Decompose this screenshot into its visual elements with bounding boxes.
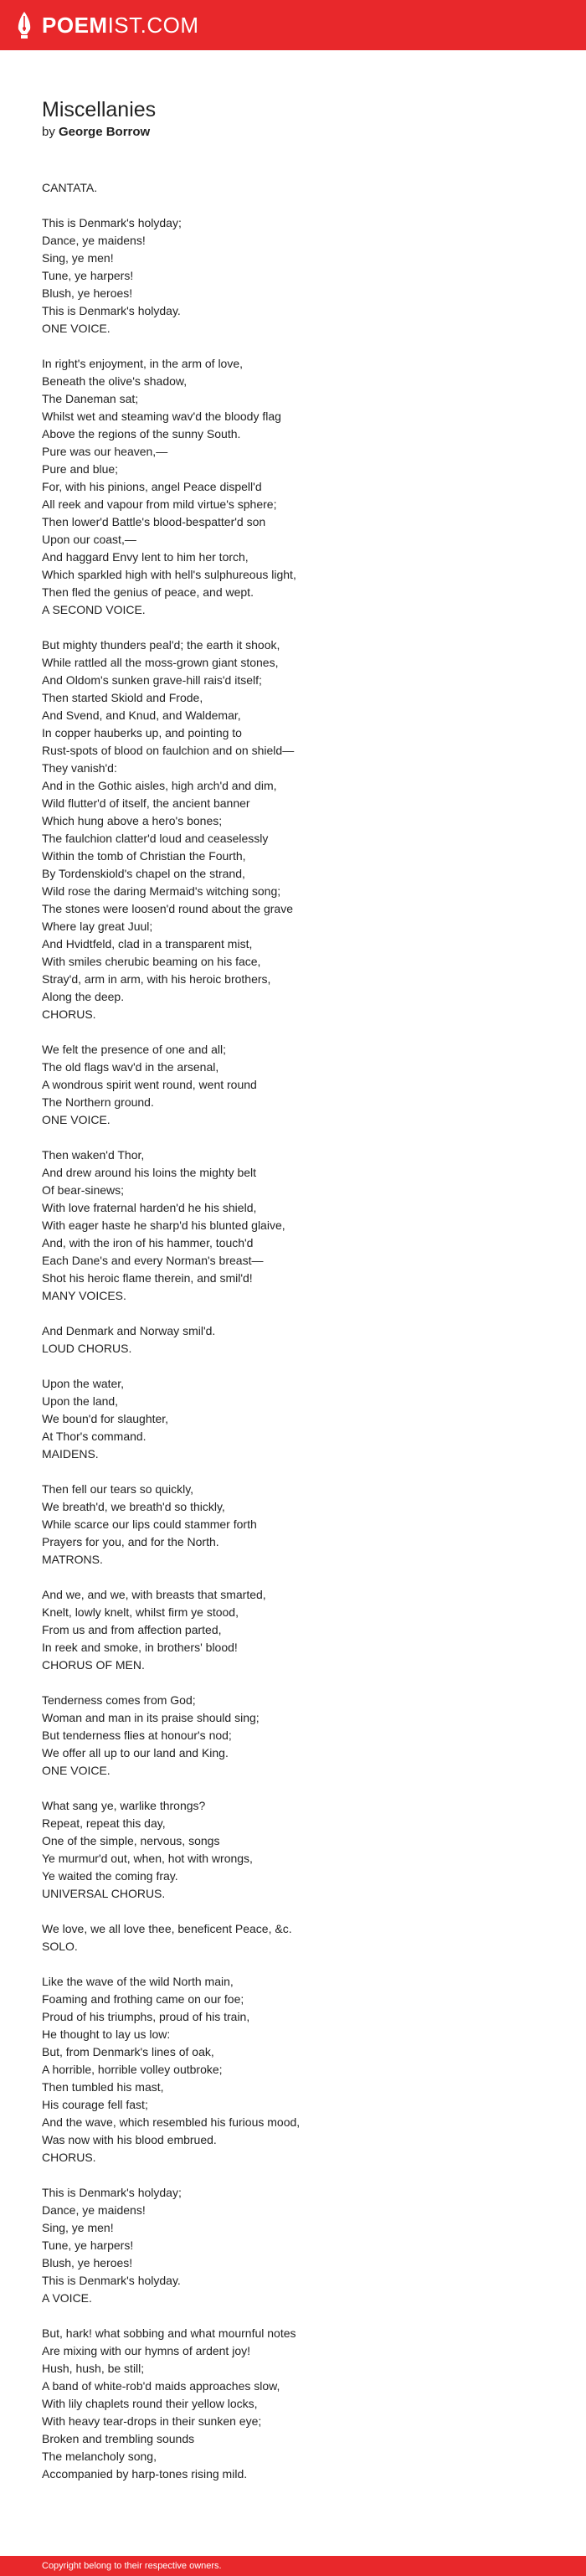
poem-line: With lily chaplets round their yellow locks,: [42, 2397, 258, 2410]
poem-line: Woman and man in its praise should sing;: [42, 1711, 260, 1724]
poem-line: UNIVERSAL CHORUS.: [42, 1887, 166, 1900]
poem-line: Tenderness comes from God;: [42, 1693, 196, 1707]
poem-line: ONE VOICE.: [42, 1113, 111, 1126]
poem-line: CHORUS.: [42, 1007, 96, 1021]
poem-stanza: [42, 1322, 544, 1358]
poem-line: Ye murmur'd out, when, hot with wrongs,: [42, 1852, 253, 1865]
poem-line: MAIDENS.: [42, 1447, 99, 1461]
poem-line: And Denmark and Norway smil'd.: [42, 1324, 216, 1337]
poem-line: Ye waited the coming fray.: [42, 1869, 178, 1883]
poem-line: Where lay great Juul;: [42, 920, 153, 933]
poem-title: Miscellanies: [42, 98, 157, 121]
poem-line: What sang ye, warlike throngs?: [42, 1799, 206, 1812]
poem-line: A band of white-rob'd maids approaches slow,: [42, 2379, 280, 2393]
poem-stanza: [42, 1375, 544, 1463]
poem-line: We felt the presence of one and all;: [42, 1043, 226, 1056]
poem-line: Wild rose the daring Mermaid's witching song;: [42, 884, 281, 898]
poem-line: MANY VOICES.: [42, 1289, 126, 1302]
poem-stanza: [42, 214, 544, 337]
poem-content: [42, 97, 544, 2501]
poem-stanza: [42, 1586, 544, 1674]
poem-line: With eager haste he sharp'd his blunted glaive,: [42, 1218, 285, 1232]
poem-line: Shot his heroic flame therein, and smil'd!: [42, 1271, 253, 1285]
poem-line: At Thor's command.: [42, 1430, 146, 1443]
poem-line: Proud of his triumphs, proud of his train,: [42, 2010, 250, 2023]
poem-line: Then started Skiold and Frode,: [42, 691, 203, 704]
poem-line: Dance, ye maidens!: [42, 2203, 146, 2217]
poem-line: And drew around his loins the mighty belt: [42, 1166, 257, 1179]
poem-line: A SECOND VOICE.: [42, 603, 146, 616]
poem-stanza: [42, 2325, 544, 2483]
logo-text-light: IST.COM: [107, 13, 199, 38]
poem-line: His courage fell fast;: [42, 2098, 148, 2111]
poem-stanza: [42, 179, 544, 197]
poem-stanza: [42, 1041, 544, 1129]
footer-copyright: Copyright belong to their respective owners.: [42, 2561, 222, 2571]
poem-line: The old flags wav'd in the arsenal,: [42, 1060, 219, 1074]
poem-line: Upon our coast,—: [42, 533, 136, 546]
poem-line: Stray'd, arm in arm, with his heroic brothers,: [42, 972, 271, 986]
poem-line: Repeat, repeat this day,: [42, 1816, 166, 1830]
poem-stanza: [42, 1481, 544, 1569]
poem-line: Blush, ye heroes!: [42, 286, 133, 300]
poem-line: We breath'd, we breath'd so thickly,: [42, 1500, 225, 1513]
poem-line: Then fled the genius of peace, and wept.: [42, 585, 254, 599]
poem-line: We offer all up to our land and King.: [42, 1746, 229, 1759]
poem-line: Along the deep.: [42, 990, 125, 1003]
poem-line: While rattled all the moss-grown giant stones,: [42, 656, 279, 669]
poem-line: For, with his pinions, angel Peace dispell'd: [42, 480, 262, 493]
poem-line: And haggard Envy lent to him her torch,: [42, 550, 249, 564]
poem-line: Accompanied by harp-tones rising mild.: [42, 2467, 248, 2481]
poem-stanza: [42, 2184, 544, 2307]
poem-line: MATRONS.: [42, 1553, 103, 1566]
poem-line: SOLO.: [42, 1940, 78, 1953]
poem-line: From us and from affection parted,: [42, 1623, 222, 1636]
poem-line: While scarce our lips could stammer forth: [42, 1517, 257, 1531]
poem-line: Then tumbled his mast,: [42, 2080, 164, 2094]
poem-line: Was now with his blood embrued.: [42, 2133, 217, 2146]
poem-line: Broken and trembling sounds: [42, 2432, 195, 2445]
poem-line: Upon the land,: [42, 1394, 119, 1408]
poem-line: Tune, ye harpers!: [42, 269, 134, 282]
poem-line: Pure was our heaven,—: [42, 445, 168, 458]
poem-line: With love fraternal harden'd he his shield,: [42, 1201, 257, 1214]
poem-stanza: [42, 355, 544, 619]
quill-pen-icon: [15, 11, 33, 39]
poem-line: Upon the water,: [42, 1377, 125, 1390]
poem-line: The melancholy song,: [42, 2450, 157, 2463]
poem-line: And we, and we, with breasts that smarted,: [42, 1588, 266, 1601]
poem-line: Then fell our tears so quickly,: [42, 1482, 194, 1496]
poem-line: Within the tomb of Christian the Fourth,: [42, 849, 246, 863]
poem-stanza: [42, 1797, 544, 1903]
poem-line: Beneath the olive's shadow,: [42, 374, 188, 388]
poem-line: This is Denmark's holyday;: [42, 216, 182, 229]
poem-line: He thought to lay us low:: [42, 2027, 171, 2041]
poem-line: Like the wave of the wild North main,: [42, 1975, 234, 1988]
poem-line: A horrible, horrible volley outbroke;: [42, 2063, 223, 2076]
poem-line: Rust-spots of blood on faulchion and on shield—: [42, 744, 295, 757]
poem-stanza: [42, 1692, 544, 1780]
site-header: [0, 0, 586, 50]
poem-line: But, from Denmark's lines of oak,: [42, 2045, 214, 2058]
poem-line: But, hark! what sobbing and what mournful notes: [42, 2326, 296, 2340]
poem-line: And Oldom's sunken grave-hill rais'd itself;: [42, 673, 262, 687]
poem-line: ONE VOICE.: [42, 1764, 111, 1777]
poem-line: Sing, ye men!: [42, 251, 114, 265]
poem-author-link[interactable]: George Borrow: [59, 125, 151, 139]
poem-line: LOUD CHORUS.: [42, 1342, 132, 1355]
poem-stanza: [42, 1973, 544, 2166]
poem-line: Knelt, lowly knelt, whilst firm ye stood,: [42, 1605, 239, 1619]
poem-line: In reek and smoke, in brothers' blood!: [42, 1641, 238, 1654]
poem-line: The faulchion clatter'd loud and ceaselessly: [42, 832, 269, 845]
poem-line: Then lower'd Battle's blood-bespatter'd son: [42, 515, 266, 528]
poem-line: With heavy tear-drops in their sunken eye;: [42, 2414, 262, 2428]
poem-line: Pure and blue;: [42, 462, 119, 476]
poem-line: Above the regions of the sunny South.: [42, 427, 241, 440]
poem-line: The stones were loosen'd round about the grave: [42, 902, 293, 915]
poem-line: Are mixing with our hymns of ardent joy!: [42, 2344, 250, 2357]
site-logo[interactable]: [15, 11, 199, 39]
poem-line: With smiles cherubic beaming on his face,: [42, 955, 261, 968]
logo-text: [42, 14, 199, 36]
poem-line: This is Denmark's holyday;: [42, 2186, 182, 2199]
poem-line: Which hung above a hero's bones;: [42, 814, 223, 827]
poem-line: Each Dane's and every Norman's breast—: [42, 1254, 264, 1267]
poem-line: But tenderness flies at honour's nod;: [42, 1728, 232, 1742]
poem-line: We boun'd for slaughter,: [42, 1412, 169, 1425]
poem-line: Wild flutter'd of itself, the ancient banner: [42, 796, 250, 810]
poem-line: Blush, ye heroes!: [42, 2256, 133, 2269]
poem-line: And in the Gothic aisles, high arch'd and dim,: [42, 779, 277, 792]
poem-line: And Svend, and Knud, and Waldemar,: [42, 708, 241, 722]
poem-byline: [42, 124, 544, 141]
poem-line: CHORUS OF MEN.: [42, 1658, 145, 1672]
poem-stanza: [42, 1920, 544, 1955]
poem-line: This is Denmark's holyday.: [42, 2274, 181, 2287]
poem-line: ONE VOICE.: [42, 322, 111, 335]
poem-line: CHORUS.: [42, 2151, 96, 2164]
logo-text-bold: POEM: [42, 13, 108, 38]
poem-line: In right's enjoyment, in the arm of love,: [42, 357, 244, 370]
poem-line: Tune, ye harpers!: [42, 2239, 134, 2252]
poem-line: And Hvidtfeld, clad in a transparent mist,: [42, 937, 253, 951]
poem-body: [42, 179, 544, 2483]
poem-line: Whilst wet and steaming wav'd the bloody flag: [42, 410, 281, 423]
poem-line: And, with the iron of his hammer, touch'd: [42, 1236, 254, 1249]
poem-line: A VOICE.: [42, 2291, 92, 2305]
poem-line: Prayers for you, and for the North.: [42, 1535, 219, 1548]
poem-line: And the wave, which resembled his furious mood,: [42, 2115, 301, 2129]
poem-line: The Northern ground.: [42, 1095, 154, 1109]
poem-line: By Tordenskiold's chapel on the strand,: [42, 867, 245, 880]
poem-line: A wondrous spirit went round, went round: [42, 1078, 257, 1091]
poem-line: In copper hauberks up, and pointing to: [42, 726, 242, 739]
poem-stanza: [42, 1146, 544, 1305]
site-footer: [0, 2556, 586, 2576]
poem-line: They vanish'd:: [42, 761, 117, 775]
poem-line: One of the simple, nervous, songs: [42, 1834, 220, 1847]
poem-line: Foaming and frothing came on our foe;: [42, 1992, 244, 2006]
poem-line: Of bear-sinews;: [42, 1183, 125, 1197]
poem-line: Then waken'd Thor,: [42, 1148, 145, 1162]
poem-line: We love, we all love thee, beneficent Peace, &c.: [42, 1922, 292, 1935]
poem-line: The Daneman sat;: [42, 392, 139, 405]
poem-stanza: [42, 636, 544, 1023]
poem-line: This is Denmark's holyday.: [42, 304, 181, 317]
byline-prefix: by: [42, 125, 55, 139]
poem-line: Sing, ye men!: [42, 2221, 114, 2234]
poem-line: Dance, ye maidens!: [42, 234, 146, 247]
poem-line: All reek and vapour from mild virtue's sphere;: [42, 497, 277, 511]
poem-line: CANTATA.: [42, 181, 98, 194]
poem-line: Which sparkled high with hell's sulphureous light,: [42, 568, 296, 581]
poem-line: But mighty thunders peal'd; the earth it shook,: [42, 638, 280, 652]
poem-line: Hush, hush, be still;: [42, 2362, 145, 2375]
